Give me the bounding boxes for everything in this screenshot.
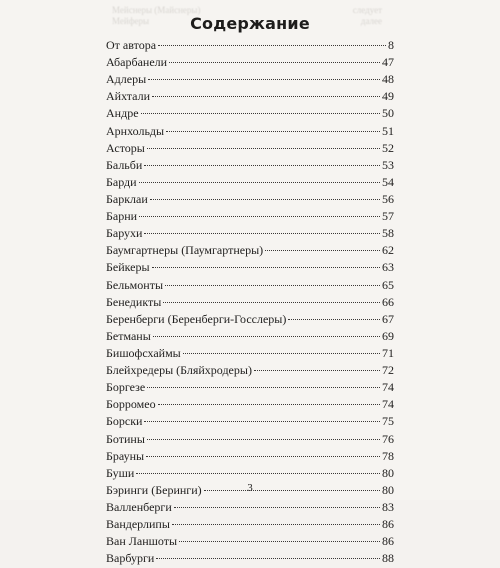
toc-entry-label: Бенедикты [106,294,162,309]
dot-leader [150,199,380,200]
dot-leader [174,507,380,508]
toc-entry-page: 83 [382,499,394,514]
bleed-through-page: далее [360,16,382,26]
toc-entry [106,72,394,89]
toc-entry [106,89,394,106]
toc-entry [106,106,394,123]
toc-entry [106,243,394,260]
dot-leader [146,456,380,457]
toc-entry-label: Андре [106,106,139,121]
bleed-through-page: следует [352,5,382,15]
toc-entry [106,363,394,380]
toc-entry [106,329,394,346]
dot-leader [139,182,380,183]
dot-leader [144,421,380,422]
toc-entry-label: От автора [106,38,157,52]
dot-leader [141,113,380,114]
dot-leader [153,336,380,337]
toc-entry-page: 58 [382,226,394,241]
toc-entry-label: Ботины [106,431,145,446]
toc-entry-page: 72 [382,363,394,378]
dot-leader [254,370,380,371]
toc-entry [106,380,394,397]
toc-entry-page: 48 [382,72,394,87]
toc-entry [106,534,394,551]
page-number: 3 [247,482,253,494]
toc-entry-label: Борски [106,414,143,429]
toc-entry-label: Барухи [106,226,143,241]
toc-entry-label: Бэринги (Беринги) [106,482,202,497]
toc-entry-label: Брауны [106,448,145,463]
dot-leader [147,439,380,440]
toc-entry-label: Блейхредеры (Бляйхродеры) [106,363,252,378]
dot-leader [136,473,380,474]
toc-entry-page: 54 [382,174,394,189]
toc-entry [106,192,394,209]
toc-entry-page: 76 [382,431,394,446]
toc-entry-page: 56 [382,191,394,206]
toc-entry-page: 66 [382,294,394,309]
toc-entry-label: Борромео [106,397,156,412]
toc-entry-label: Бельмонты [106,277,163,292]
dot-leader [147,387,380,388]
toc-entry [106,346,394,363]
dot-leader [163,302,380,303]
toc-entry-page: 53 [382,157,394,172]
dot-leader [158,404,380,405]
dot-leader [166,131,380,132]
toc-entry-page: 80 [382,482,394,497]
dot-leader [144,165,380,166]
toc-entry-page: 52 [382,140,394,155]
toc-entry-page: 86 [382,534,394,549]
toc-entry-label: Беренберги (Беренберги-Госслеры) [106,311,287,326]
toc-entry [106,175,394,192]
toc-entry-page: 67 [382,311,394,326]
toc-entry-label: Адлеры [106,72,147,87]
dot-leader [158,45,386,46]
dot-leader [169,62,380,63]
toc-entry-label: Баумгартнеры (Паумгартнеры) [106,243,264,258]
toc-entry [106,158,394,175]
toc-entry-label: Вандерлипы [106,517,170,532]
toc-entry [106,551,394,568]
dot-leader [139,216,380,217]
toc-entry [106,414,394,431]
toc-entry-label: Бетманы [106,328,151,343]
toc-entry-label: Барклаи [106,191,148,206]
toc-entry [106,517,394,534]
toc-entry-page: 69 [382,328,394,343]
toc-entry [106,38,394,55]
toc-entry-label: Бейкеры [106,260,150,275]
toc-entry [106,295,394,312]
dot-leader [165,285,380,286]
toc-entry [106,449,394,466]
toc-entry-page: 50 [382,106,394,121]
dot-leader [156,558,380,559]
page-title: Содержание [190,14,310,33]
toc-entry-page: 86 [382,517,394,532]
toc-entry-page: 49 [382,89,394,104]
toc-entry-page: 75 [382,414,394,429]
dot-leader [147,148,380,149]
toc-entry [106,312,394,329]
toc-entry [106,278,394,295]
toc-entry [106,466,394,483]
dot-leader [152,96,380,97]
dot-leader [148,79,380,80]
toc-entry-label: Бишофсхаймы [106,345,181,360]
bleed-through-label: Мейснеры (Майснеры) [112,5,201,15]
toc-entry-page: 80 [382,465,394,480]
toc-entry-label: Барди [106,174,137,189]
toc-entry [106,209,394,226]
toc-entry [106,141,394,158]
toc-entry-label: Абарбанели [106,55,168,70]
toc-entry-label: Айхтали [106,89,151,104]
toc-entry-page: 78 [382,448,394,463]
toc-entry-page: 65 [382,277,394,292]
toc-entry-label: Боргезе [106,380,146,395]
toc-entry [106,226,394,243]
dot-leader [179,541,380,542]
toc-entry-page: 88 [382,551,394,566]
toc-entry-label: Валленберги [106,499,172,514]
toc-entry-label: Бальби [106,157,143,172]
toc-entry [106,432,394,449]
toc-entry-page: 51 [382,123,394,138]
toc-entry [106,55,394,72]
dot-leader [152,267,380,268]
toc-entry-page: 74 [382,380,394,395]
dot-leader [183,353,380,354]
toc-entry-page: 63 [382,260,394,275]
dot-leader [288,319,380,320]
toc-entry-label: Асторы [106,140,145,155]
toc-entry-page: 47 [382,55,394,70]
toc-entry-label: Варбурги [106,551,155,566]
dot-leader [172,524,380,525]
toc-entry-page: 62 [382,243,394,258]
toc-entry-label: Ван Ланшоты [106,534,178,549]
toc-entry-page: 8 [388,38,394,52]
toc-entry [106,260,394,277]
toc-entry-page: 74 [382,397,394,412]
toc-entry [106,397,394,414]
toc-entry [106,500,394,517]
toc-entry [106,124,394,141]
dot-leader [144,233,380,234]
toc-entry-label: Барни [106,209,138,224]
dot-leader [265,250,380,251]
toc-entry-label: Арнхольды [106,123,165,138]
toc-entry-page: 71 [382,345,394,360]
toc-entry-label: Буши [106,465,135,480]
bleed-through-label: Мейферы [112,16,150,26]
toc-entry-page: 57 [382,209,394,224]
